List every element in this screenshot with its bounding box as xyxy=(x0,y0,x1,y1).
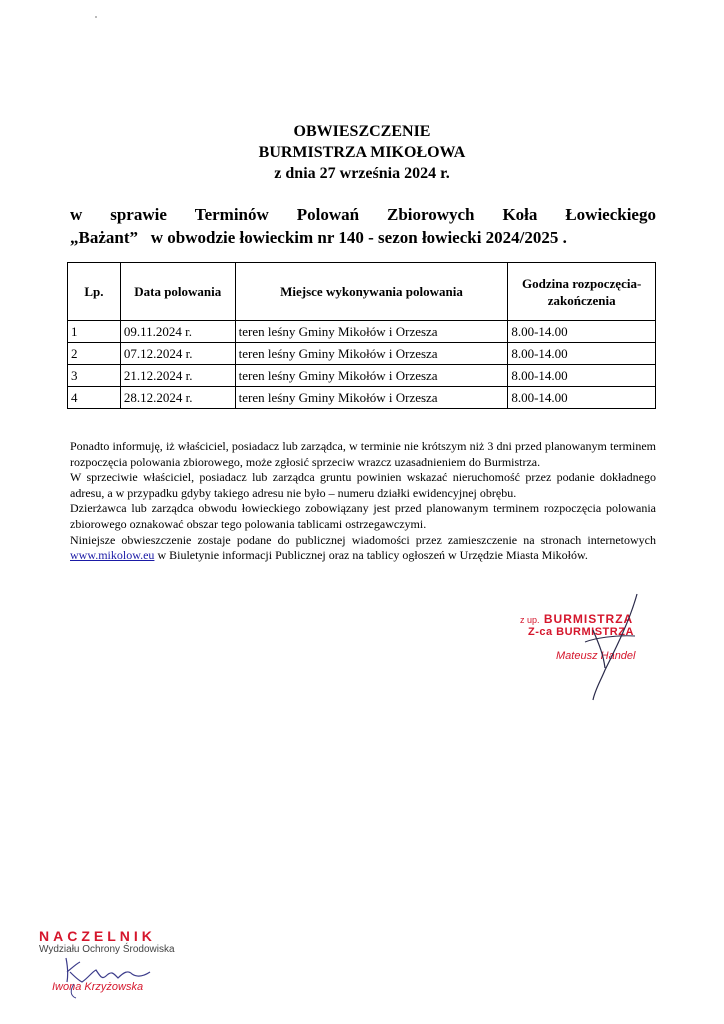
paragraph-signage: Dzierżawca lub zarządca obwodu łowieckiego zobowiązany jest przed planowanym terminem rozpoczęcia polowania zbiorowego oznakować obszar tego polowania tablicami ostrzegawczymi. xyxy=(70,501,656,531)
stamp-signer-name: Mateusz Handel xyxy=(556,650,636,662)
document-heading xyxy=(0,121,724,184)
heading-title: OBWIESZCZENIE xyxy=(293,123,431,140)
paragraph-objection-details: W sprzeciwie właściciel, posiadacz lub zarządca gruntu powinien wskazać nieruchomość przez podanie dokładnego adresu, a w przypadku gdyby takiego adresu nie było – numeru działki ewidencyjnej obrębu. xyxy=(70,470,656,500)
subject-word: sprawie xyxy=(110,205,167,224)
subject-word: Zbiorowych xyxy=(386,205,475,224)
column-header-lp: Lp. xyxy=(68,263,121,321)
cell-hours: 8.00-14.00 xyxy=(508,343,656,365)
publication-text-end: w Biuletynie informacji Publicznej oraz na tablicy ogłoszeń w Urzędzie Miasta Mikołów. xyxy=(154,548,588,563)
stamp-line-2: Z-ca BURMISTRZA xyxy=(528,626,634,638)
cell-place: teren leśny Gminy Mikołów i Orzesza xyxy=(235,387,508,409)
column-header-date: Data polowania xyxy=(120,263,235,321)
column-header-place: Miejsce wykonywania polowania xyxy=(235,263,508,321)
cell-place: teren leśny Gminy Mikołów i Orzesza xyxy=(235,365,508,387)
cell-hours: 8.00-14.00 xyxy=(508,365,656,387)
subject-word: w xyxy=(70,205,83,224)
stamp-title: NACZELNIK xyxy=(39,928,156,944)
cell-lp: 1 xyxy=(68,321,121,343)
cell-place: teren leśny Gminy Mikołów i Orzesza xyxy=(235,343,508,365)
heading-date: z dnia 27 września 2024 r. xyxy=(274,165,450,182)
stamp-prefix: z up. xyxy=(520,615,540,625)
stamp-title: BURMISTRZA xyxy=(543,612,634,626)
mayor-signature xyxy=(575,590,645,705)
cell-hours: 8.00-14.00 xyxy=(508,321,656,343)
table-row xyxy=(68,387,656,409)
paragraph-objection: Ponadto informuję, iż właściciel, posiadacz lub zarządca, w terminie nie krótszym niż 3 dni przed planowanym terminem rozpoczęcia polowania zbiorowego, może zgłosić sprzeciw wrazcz uzasadnieniem do Burmistrza. xyxy=(70,439,656,469)
stamp-department: Wydziału Ochrony Środowiska xyxy=(39,944,175,955)
publication-text: Niniejsze obwieszczenie zostaje podane do publicznej wiadomości przez zamieszczenie na stronach internetowych xyxy=(70,532,656,547)
scan-speck xyxy=(95,16,97,18)
cell-place: teren leśny Gminy Mikołów i Orzesza xyxy=(235,321,508,343)
cell-date: 07.12.2024 r. xyxy=(120,343,235,365)
subject-word: Polowań xyxy=(296,205,360,224)
subject-word: Koła xyxy=(502,205,538,224)
hunting-schedule-table xyxy=(67,262,656,409)
subject-line-2: „Bażant” w obwodzie łowieckim nr 140 - sezon łowiecki 2024/2025 . xyxy=(70,228,567,247)
table-row xyxy=(68,343,656,365)
stamp-signer-name: Iwona Krzyżowska xyxy=(52,981,144,993)
column-header-hours: Godzina rozpoczęcia-zakończenia xyxy=(508,263,656,321)
table-header-row xyxy=(68,263,656,321)
cell-hours: 8.00-14.00 xyxy=(508,387,656,409)
cell-date: 09.11.2024 r. xyxy=(120,321,235,343)
cell-lp: 3 xyxy=(68,365,121,387)
paragraph-publication xyxy=(70,533,656,564)
notice-body xyxy=(70,439,656,564)
cell-lp: 4 xyxy=(68,387,121,409)
document-subject xyxy=(70,203,656,249)
subject-line-1 xyxy=(70,203,656,226)
cell-lp: 2 xyxy=(68,343,121,365)
cell-date: 21.12.2024 r. xyxy=(120,365,235,387)
cell-date: 28.12.2024 r. xyxy=(120,387,235,409)
table-row xyxy=(68,365,656,387)
table-row xyxy=(68,321,656,343)
website-link[interactable]: www.mikolow.eu xyxy=(70,548,155,563)
subject-word: Łowieckiego xyxy=(565,205,656,224)
head-signature xyxy=(58,950,168,1000)
heading-authority: BURMISTRZA MIKOŁOWA xyxy=(258,144,466,161)
subject-word: Terminów xyxy=(194,205,269,224)
